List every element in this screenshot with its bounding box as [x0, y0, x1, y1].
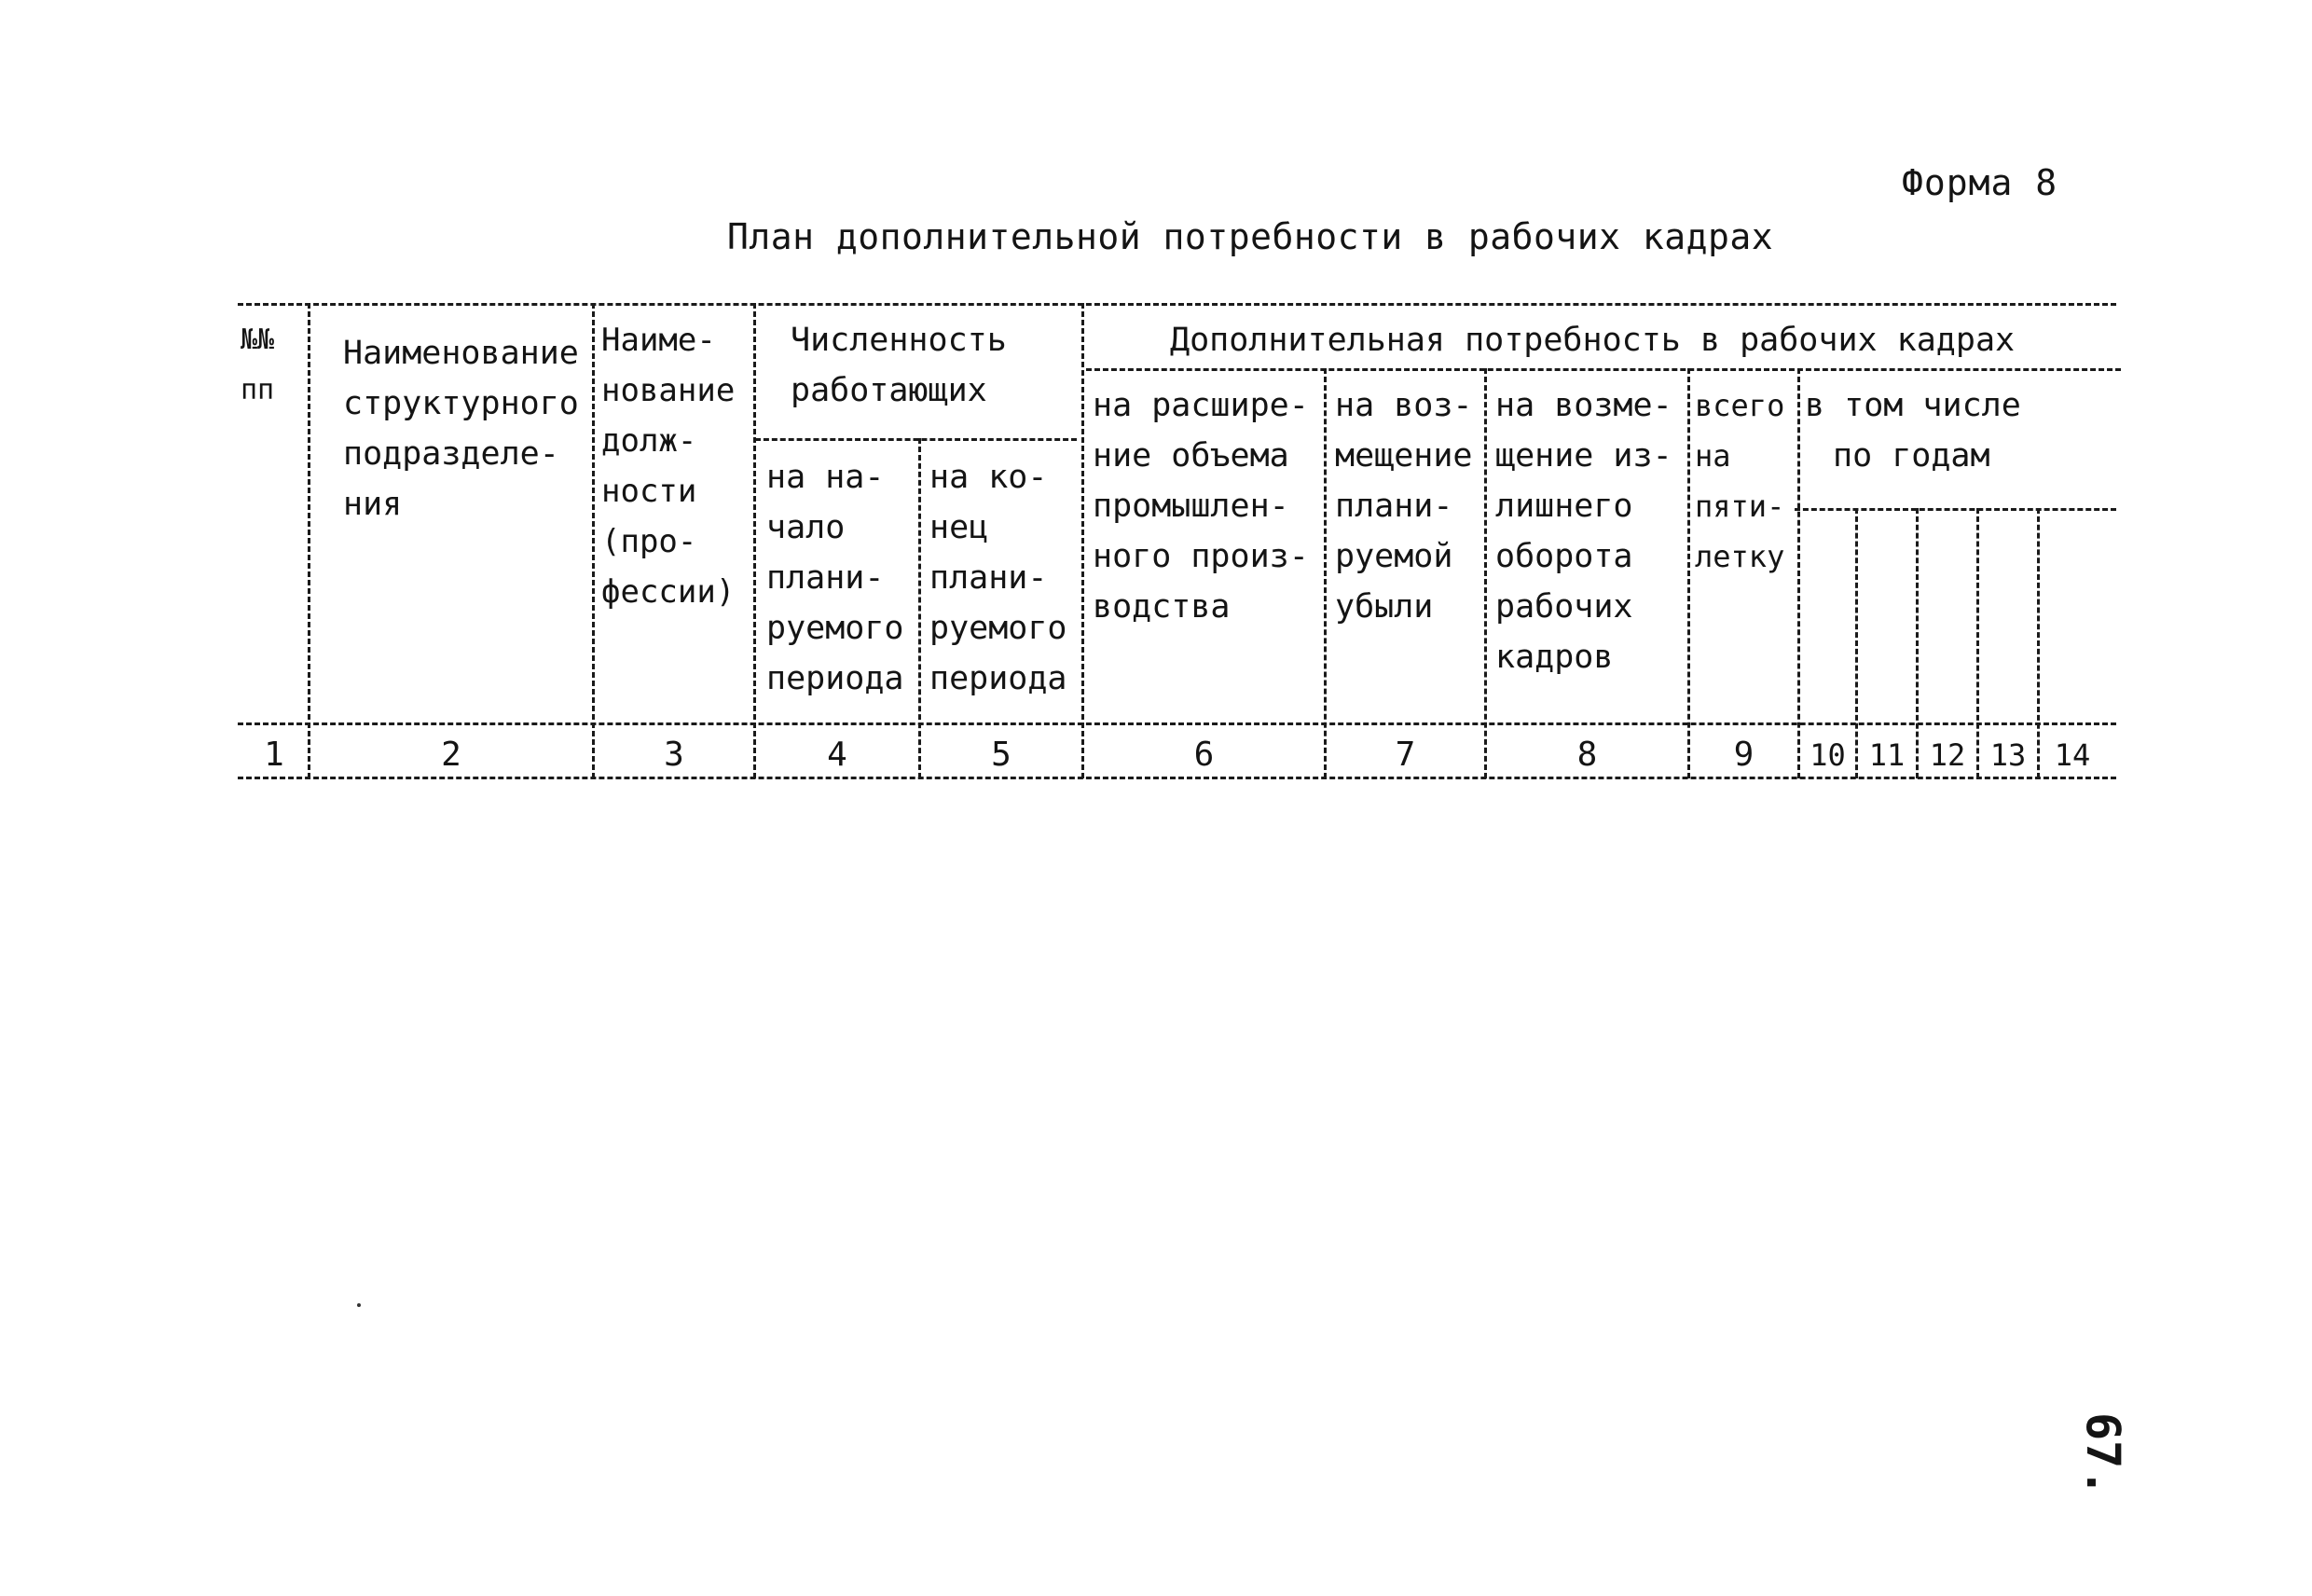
header-line: нец	[929, 509, 989, 546]
header-line: Численность	[791, 322, 1007, 359]
column-number: 7	[1395, 736, 1416, 774]
header-line: руемого	[929, 610, 1067, 647]
column-number: 3	[664, 736, 684, 774]
header-line: работающих	[791, 372, 987, 409]
header-line: на на-	[766, 459, 885, 496]
header-col-1	[241, 315, 274, 416]
header-line: ния	[343, 486, 403, 523]
document-title: План дополнительной потребности в рабочих кадрах	[727, 216, 1774, 257]
header-line: ние объема	[1093, 437, 1289, 475]
column-number: 10	[1810, 737, 1846, 773]
header-line: щение из-	[1495, 437, 1672, 475]
header-line: на расшире-	[1093, 387, 1309, 424]
header-col-7	[1335, 380, 1473, 632]
header-bottom-border	[238, 722, 2116, 725]
header-col-5	[929, 452, 1067, 704]
header-col-3	[601, 315, 735, 617]
page-number: 67.	[2076, 1412, 2130, 1497]
header-line: Дополнительная потребность в рабочих кадрах	[1170, 322, 2016, 359]
stray-mark	[357, 1303, 361, 1307]
header-line: плани-	[1335, 488, 1453, 525]
header-line: Наименование	[343, 335, 579, 372]
group-additional-divider	[1086, 368, 2121, 371]
header-line: летку	[1695, 539, 1785, 574]
header-line: кадров	[1495, 639, 1614, 676]
header-group-additional	[1170, 315, 2015, 365]
header-line: мещение	[1335, 437, 1473, 475]
header-col-6	[1093, 380, 1309, 632]
header-line: на ко-	[929, 459, 1048, 496]
header-line: руемой	[1335, 538, 1453, 575]
header-line: (про-	[601, 523, 697, 560]
header-line: плани-	[766, 559, 885, 597]
column-number: 8	[1576, 736, 1598, 774]
header-group-by-years	[1805, 380, 2021, 481]
header-line: долж-	[601, 422, 697, 460]
group-headcount-divider	[755, 438, 1077, 441]
header-line: периода	[766, 660, 904, 697]
header-line: оборота	[1495, 538, 1633, 575]
header-line: по годам	[1833, 437, 1990, 475]
header-line: лишнего	[1495, 488, 1633, 525]
column-number: 1	[264, 736, 284, 774]
column-divider	[1484, 368, 1487, 778]
header-line: плани-	[929, 559, 1048, 597]
header-line: структурного	[343, 385, 579, 422]
column-number: 4	[827, 736, 847, 774]
header-col-9	[1695, 380, 1784, 582]
header-line: промышлен-	[1093, 488, 1289, 525]
header-line: пяти-	[1695, 488, 1785, 524]
column-divider	[308, 303, 310, 778]
column-number: 11	[1868, 737, 1906, 773]
header-line: периода	[929, 660, 1067, 697]
header-line: фессии)	[601, 573, 736, 611]
header-col-4	[766, 452, 904, 704]
header-line: ного произ-	[1093, 538, 1309, 575]
header-line: ности	[601, 473, 697, 510]
column-divider	[753, 303, 756, 778]
header-line: руемого	[766, 610, 904, 647]
header-line: водства	[1093, 588, 1231, 626]
header-line: на	[1695, 438, 1731, 474]
header-line: убыли	[1335, 588, 1434, 626]
group-by-years-divider	[1795, 508, 2116, 511]
column-divider	[1797, 368, 1800, 778]
column-number: 6	[1193, 736, 1215, 774]
table-bottom-border	[238, 777, 2116, 779]
column-number: 13	[1989, 737, 2027, 773]
column-divider	[1687, 368, 1690, 778]
column-number: 14	[2054, 737, 2091, 773]
header-line: №№	[241, 323, 275, 356]
header-line: пп	[241, 374, 275, 406]
header-group-headcount	[791, 315, 1007, 416]
column-divider	[1081, 303, 1084, 778]
column-divider	[918, 438, 921, 778]
column-number: 2	[441, 736, 461, 774]
header-line: нование	[601, 372, 736, 409]
column-number: 5	[991, 736, 1012, 774]
header-col-2	[343, 328, 579, 530]
column-number: 12	[1929, 737, 1966, 773]
header-line: на возме-	[1495, 387, 1672, 424]
header-col-8	[1495, 380, 1672, 682]
table-top-border	[238, 303, 2116, 306]
header-line: рабочих	[1495, 588, 1633, 626]
header-line: чало	[766, 509, 846, 546]
header-line: всего	[1695, 388, 1785, 423]
header-line: в том числе	[1805, 387, 2021, 424]
header-line: подразделе-	[343, 435, 559, 473]
column-divider	[592, 303, 595, 778]
form-label: Форма 8	[1902, 162, 2058, 203]
header-line: на воз-	[1335, 387, 1473, 424]
header-line: Наиме-	[601, 322, 716, 359]
column-number: 9	[1733, 736, 1755, 774]
column-divider	[1324, 368, 1327, 778]
